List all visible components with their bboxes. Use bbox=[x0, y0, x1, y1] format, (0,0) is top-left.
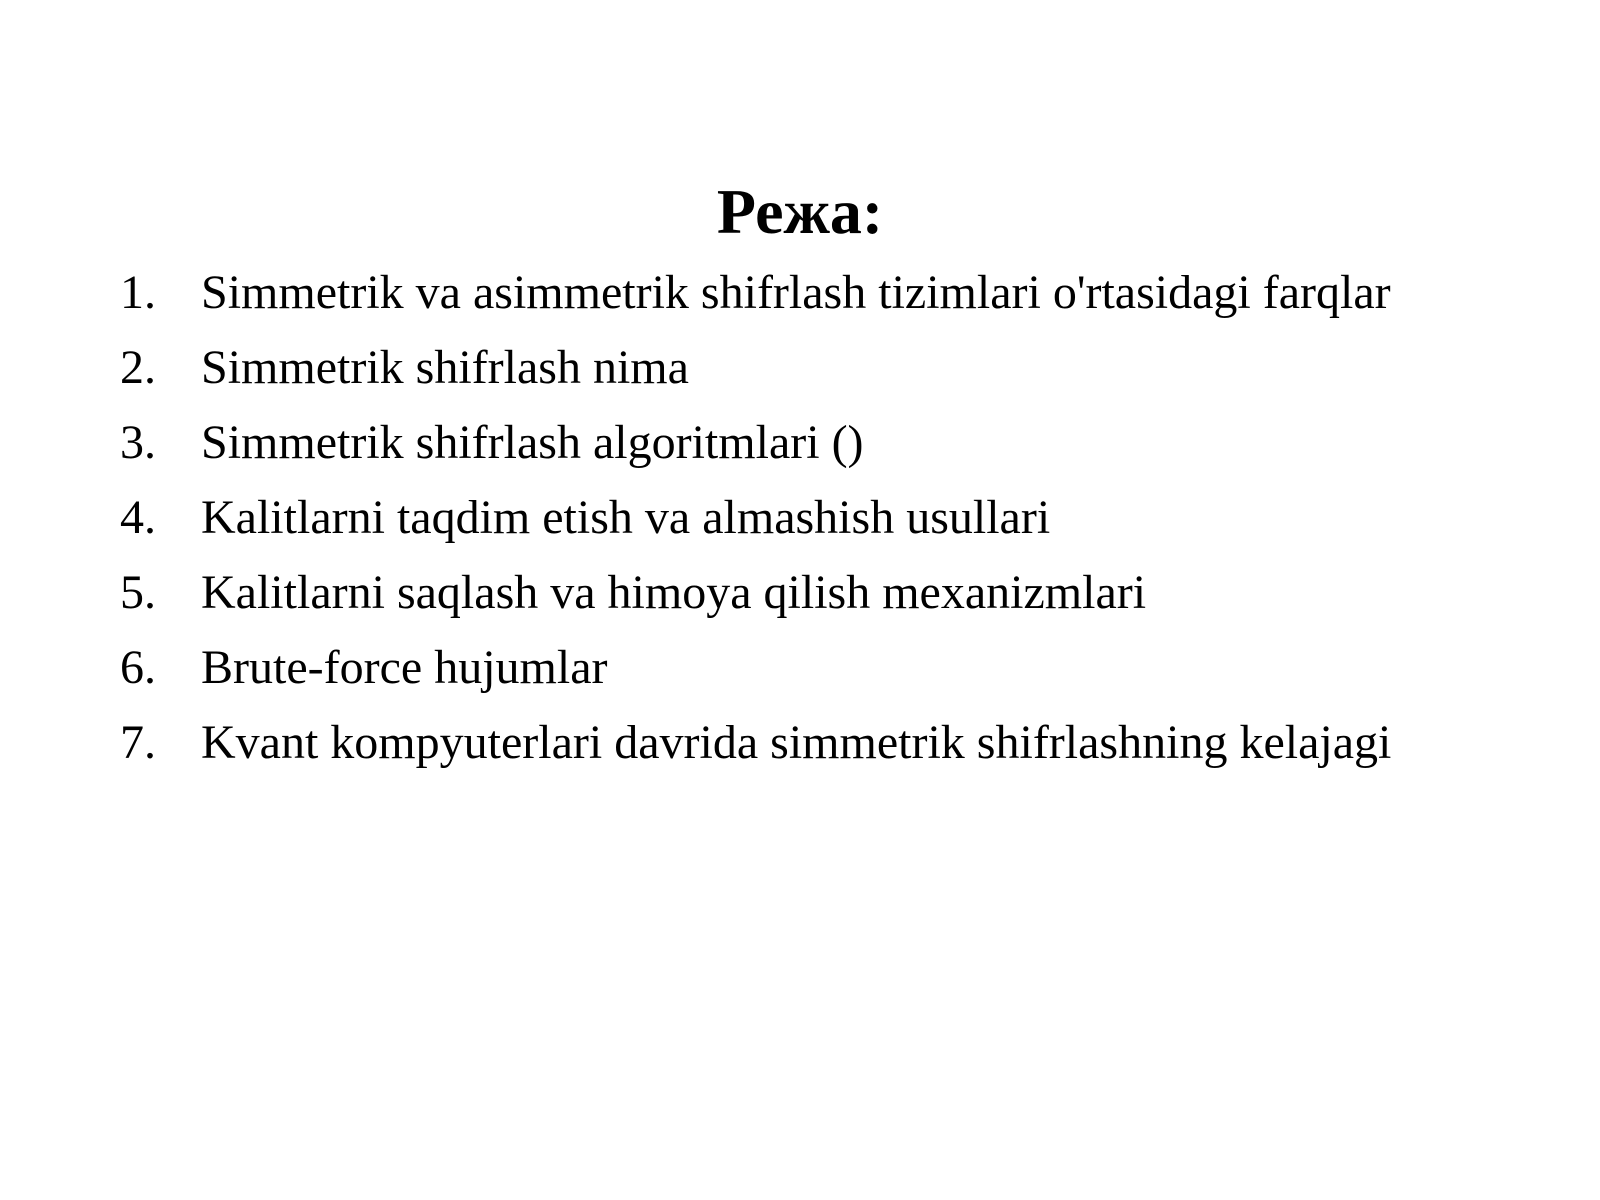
slide-title: Режа: bbox=[716, 176, 884, 247]
list-item-text: Simmetrik shifrlash algoritmlari () bbox=[201, 416, 864, 469]
agenda-list bbox=[0, 263, 1600, 788]
list-item-text: Kalitlarni taqdim etish va almashish usullari bbox=[201, 491, 1051, 544]
list-item bbox=[0, 488, 1600, 563]
list-item bbox=[0, 713, 1600, 788]
list-item-number: 1. bbox=[120, 266, 156, 319]
list-item bbox=[0, 638, 1600, 713]
list-item-number: 5. bbox=[120, 566, 156, 619]
list-item bbox=[0, 338, 1600, 413]
list-item-number: 4. bbox=[120, 491, 156, 544]
list-item-text: Simmetrik va asimmetrik shifrlash tizimlari o'rtasidagi farqlar bbox=[201, 266, 1391, 319]
list-item-number: 2. bbox=[120, 341, 156, 394]
list-item-number: 7. bbox=[120, 716, 156, 769]
list-item-text: Kvant kompyuterlari davrida simmetrik shifrlashning kelajagi bbox=[201, 716, 1392, 769]
list-item bbox=[0, 563, 1600, 638]
list-item-number: 3. bbox=[120, 416, 156, 469]
list-item-text: Brute-force hujumlar bbox=[201, 641, 608, 694]
list-item bbox=[0, 413, 1600, 488]
list-item bbox=[0, 263, 1600, 338]
list-item-text: Simmetrik shifrlash nima bbox=[201, 341, 689, 394]
list-item-text: Kalitlarni saqlash va himoya qilish mexanizmlari bbox=[201, 566, 1147, 619]
list-item-number: 6. bbox=[120, 641, 156, 694]
